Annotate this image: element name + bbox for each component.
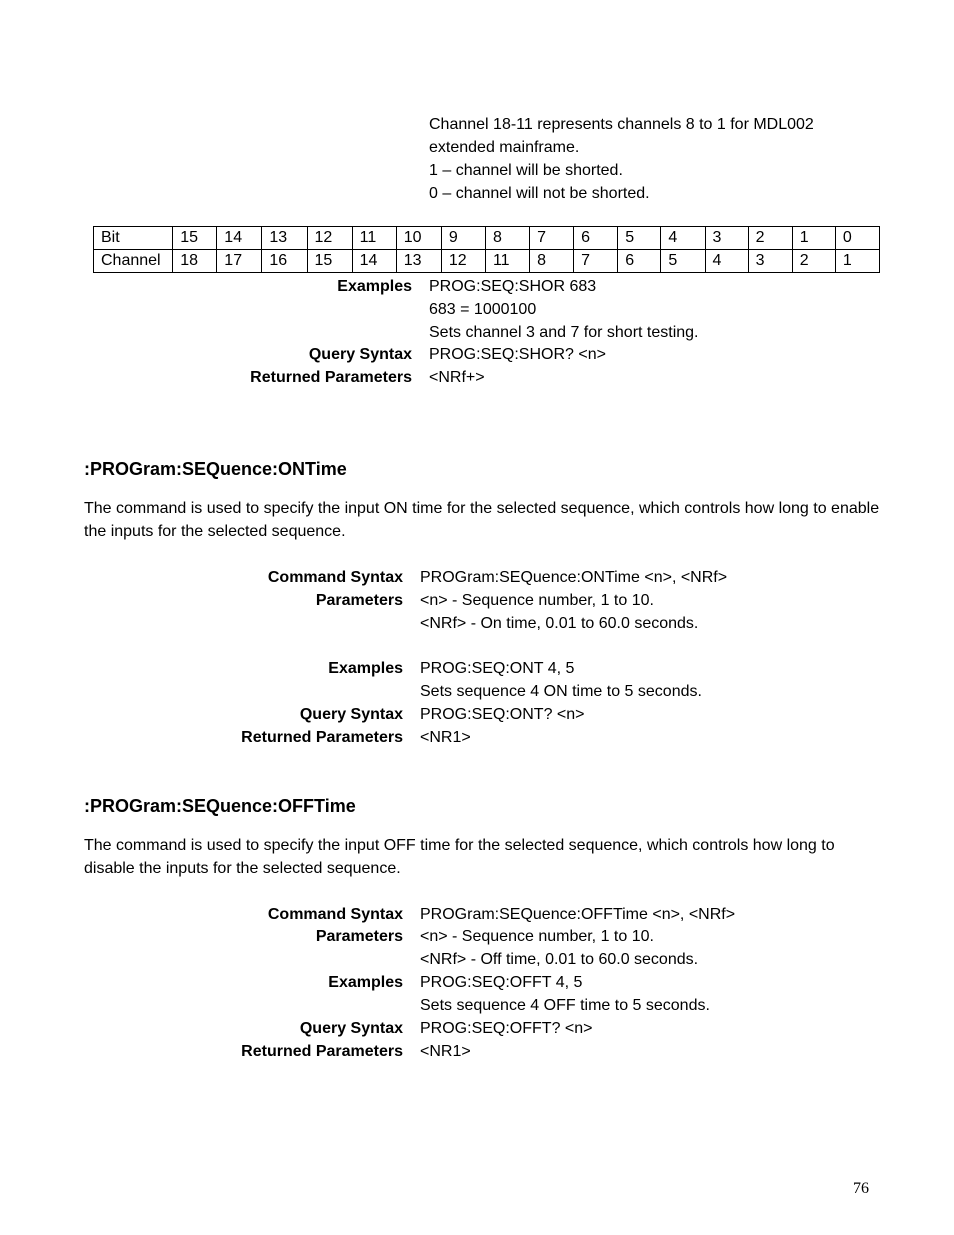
table-cell: 18 [173, 250, 217, 273]
examples-list [420, 971, 710, 1017]
examples-list [420, 657, 702, 703]
channel-note-line: 1 – channel will be shorted. [429, 162, 623, 179]
query-syntax-value: PROG:SEQ:OFFT? <n> [420, 1020, 593, 1037]
parameters-list [420, 589, 698, 635]
parameter-line: <NRf> - On time, 0.01 to 60.0 seconds. [420, 615, 699, 632]
table-cell: 12 [441, 250, 485, 273]
query-syntax-value: PROG:SEQ:ONT? <n> [420, 706, 585, 723]
parameters-list [420, 925, 698, 971]
returned-parameters-value: <NRf+> [429, 369, 485, 386]
table-cell: 4 [705, 250, 748, 273]
returned-parameters-value: <NR1> [420, 729, 471, 746]
table-cell: 16 [262, 250, 307, 273]
table-cell: 9 [441, 227, 485, 250]
table-cell: 15 [173, 227, 217, 250]
parameters-label: Parameters [315, 592, 403, 609]
table-cell: 1 [835, 250, 879, 273]
returned-parameters-value: <NR1> [420, 1043, 471, 1060]
section-description-ontime: The command is used to specify the input ON time for the selected sequence, which controls how long to enable the inputs for the selected sequence. [84, 500, 880, 540]
query-syntax-value: PROG:SEQ:SHOR? <n> [429, 346, 606, 363]
table-cell: 7 [574, 250, 618, 273]
table-cell: 6 [574, 227, 618, 250]
table-row-channel [94, 250, 880, 273]
table-cell: Channel [94, 250, 173, 273]
table-cell: 14 [217, 227, 262, 250]
channel-note-block [429, 113, 814, 205]
examples-label: Examples [337, 278, 412, 295]
table-cell: Bit [94, 227, 173, 250]
table-cell: 11 [352, 227, 396, 250]
returned-parameters-label: Returned Parameters [250, 369, 412, 386]
parameter-line: <n> - Sequence number, 1 to 10. [420, 592, 654, 609]
returned-parameters-label: Returned Parameters [241, 729, 403, 746]
section-heading-ontime: :PROGram:SEQuence:ONTime [84, 459, 347, 479]
table-cell: 5 [618, 227, 661, 250]
table-cell: 4 [661, 227, 705, 250]
parameters-label: Parameters [315, 928, 403, 945]
table-cell: 11 [485, 250, 529, 273]
example-line: PROG:SEQ:SHOR 683 [429, 278, 597, 295]
example-line: Sets sequence 4 ON time to 5 seconds. [420, 683, 702, 700]
table-cell: 1 [792, 227, 835, 250]
page-number: 76 [853, 1180, 869, 1197]
channel-note-line: Channel 18-11 represents channels 8 to 1 for MDL002 [429, 116, 814, 133]
table-cell: 10 [396, 227, 441, 250]
table-cell: 2 [792, 250, 835, 273]
command-syntax-value: PROGram:SEQuence:ONTime <n>, <NRf> [420, 569, 728, 586]
parameter-line: <NRf> - Off time, 0.01 to 60.0 seconds. [420, 951, 699, 968]
parameter-line: <n> - Sequence number, 1 to 10. [420, 928, 654, 945]
example-line: 683 = 1000100 [429, 301, 537, 318]
examples-label: Examples [328, 660, 403, 677]
examples-label: Examples [328, 974, 403, 991]
table-cell: 7 [530, 227, 574, 250]
table-cell: 13 [396, 250, 441, 273]
example-line: Sets channel 3 and 7 for short testing. [429, 324, 699, 341]
table-cell: 3 [748, 250, 792, 273]
command-syntax-value: PROGram:SEQuence:OFFTime <n>, <NRf> [420, 906, 736, 923]
table-cell: 17 [217, 250, 262, 273]
table-cell: 0 [835, 227, 879, 250]
table-cell: 14 [352, 250, 396, 273]
example-line: PROG:SEQ:ONT 4, 5 [420, 660, 575, 677]
bit-channel-table [93, 226, 880, 273]
section-heading-offtime: :PROGram:SEQuence:OFFTime [84, 796, 356, 816]
section-description-offtime: The command is used to specify the input OFF time for the selected sequence, which controls how long to disable the inputs for the selected sequence. [84, 837, 835, 877]
example-line: PROG:SEQ:OFFT 4, 5 [420, 974, 583, 991]
table-cell: 2 [748, 227, 792, 250]
query-syntax-label: Query Syntax [308, 346, 412, 363]
table-row-bit [94, 227, 880, 250]
table-cell: 12 [307, 227, 352, 250]
table-cell: 8 [485, 227, 529, 250]
table-cell: 3 [705, 227, 748, 250]
table-cell: 5 [661, 250, 705, 273]
command-syntax-label: Command Syntax [267, 906, 403, 923]
channel-note-line: extended mainframe. [429, 139, 580, 156]
table-cell: 13 [262, 227, 307, 250]
command-syntax-label: Command Syntax [267, 569, 403, 586]
returned-parameters-label: Returned Parameters [241, 1043, 403, 1060]
table-cell: 6 [618, 250, 661, 273]
query-syntax-label: Query Syntax [299, 706, 403, 723]
example-line: Sets sequence 4 OFF time to 5 seconds. [420, 997, 710, 1014]
table-cell: 8 [530, 250, 574, 273]
table-cell: 15 [307, 250, 352, 273]
channel-note-line: 0 – channel will not be shorted. [429, 185, 650, 202]
query-syntax-label: Query Syntax [299, 1020, 403, 1037]
shor-examples [429, 275, 699, 344]
